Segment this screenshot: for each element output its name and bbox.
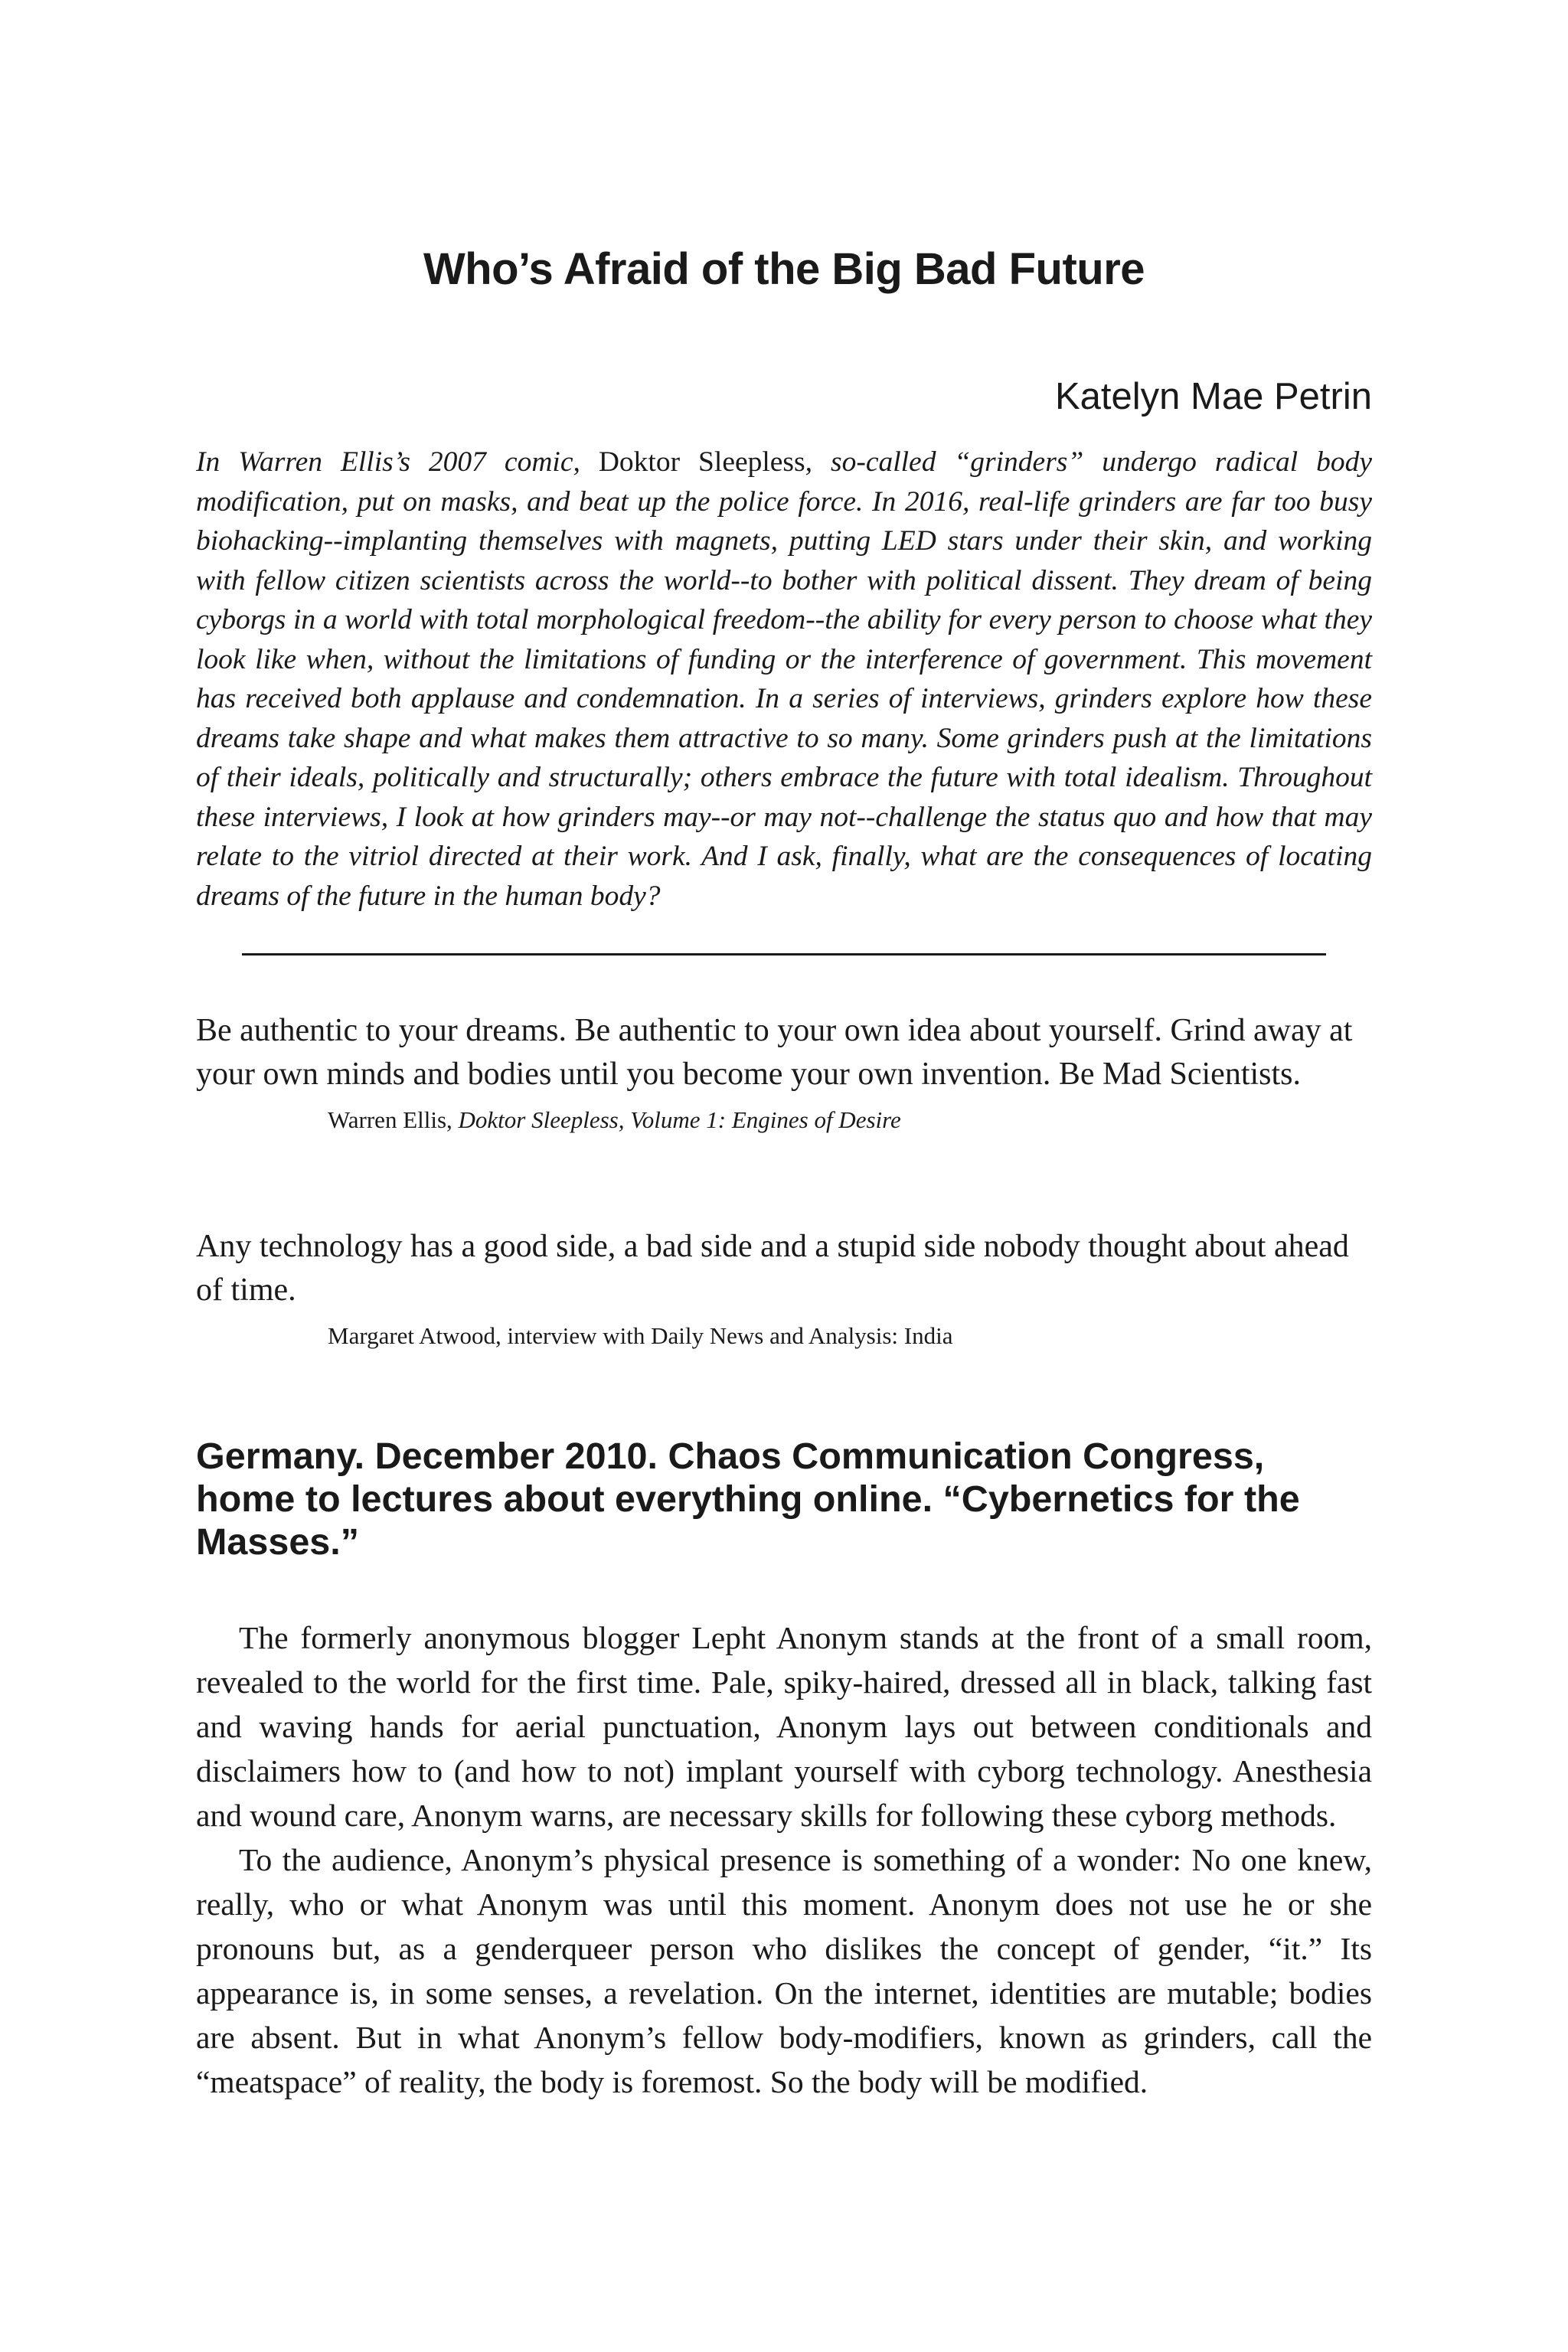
body-paragraph: The formerly anonymous blogger Lepht Anonym stands at the front of a small room, revealed to the world for the first time. Pale, spiky-haired, dressed all in black, talking fast and waving hands for aerial punctuation, Anonym lays out between conditionals and disclaimers how to (and how to not) implant yourself with cyborg technology. Anesthesia and wound care, Anonym warns, are necessary skills for following these cyborg methods.	[196, 1620, 1372, 1833]
attribution-author: Warren Ellis,	[328, 1106, 459, 1133]
body-paragraph: To the audience, Anonym’s physical presence is something of a wonder: No one knew, really, who or what Anonym was until this moment. Anonym does not use he or she pronouns but, as a genderqueer person who dislikes the concept of gender, “it.” Its appearance is, in some senses, a revelation. On the internet, identities are mutable; bodies are absent. But in what Anonym’s fellow body-modifiers, known as grinders, call the “meatspace” of reality, the body is foremost. So the body will be modified.	[196, 1842, 1372, 2099]
epigraph-attribution	[328, 1102, 1372, 1138]
author-name: Katelyn Mae Petrin	[1055, 376, 1372, 417]
abstract-part-1: In Warren Ellis’s 2007 comic,	[196, 446, 599, 478]
epigraph-quote: Any technology has a good side, a bad side and a stupid side nobody thought about ahead of time.	[196, 1229, 1349, 1308]
epigraph-atwood	[196, 1225, 1372, 1354]
abstract-comic-title: Doktor Sleepless	[598, 446, 805, 478]
attribution-work: Doktor Sleepless, Volume 1: Engines of Desire	[458, 1106, 901, 1133]
epigraph-quote: Be authentic to your dreams. Be authentic to your own idea about yourself. Grind away at your own minds and bodies until you become your own invention. Be Mad Scientists.	[196, 1013, 1353, 1092]
epigraph-attribution: Margaret Atwood, interview with Daily News and Analysis: India	[328, 1322, 953, 1349]
epigraph-ellis	[196, 1009, 1372, 1138]
section-heading: Germany. December 2010. Chaos Communication Congress, home to lectures about everything online. “Cybernetics for the Masses.”	[196, 1436, 1300, 1563]
body-text	[196, 1615, 1372, 2104]
article-title: Who’s Afraid of the Big Bad Future	[423, 244, 1145, 294]
section-divider	[242, 953, 1326, 956]
abstract	[196, 443, 1372, 916]
abstract-part-2: , so-called “grinders” undergo radical body modification, put on masks, and beat up the police force. In 2016, real-life grinders are far too busy biohacking--implanting themselves with magnets, putting LED stars under their skin, and working with fellow citizen scientists across the world--to bother with political dissent. They dream of being cyborgs in a world with total morphological freedom--the ability for every person to choose what they look like when, without the limitations of funding or the interference of government. This movement has received both applause and condemnation. In a series of interviews, grinders explore how these dreams take shape and what makes them attractive to so many. Some grinders push at the limitations of their ideals, politically and structurally; others embrace the future with total idealism. Throughout these interviews, I look at how grinders may--or may not--challenge the status quo and how that may relate to the vitriol directed at their work. And I ask, finally, what are the consequences of locating dreams of the future in the human body?	[196, 446, 1373, 912]
